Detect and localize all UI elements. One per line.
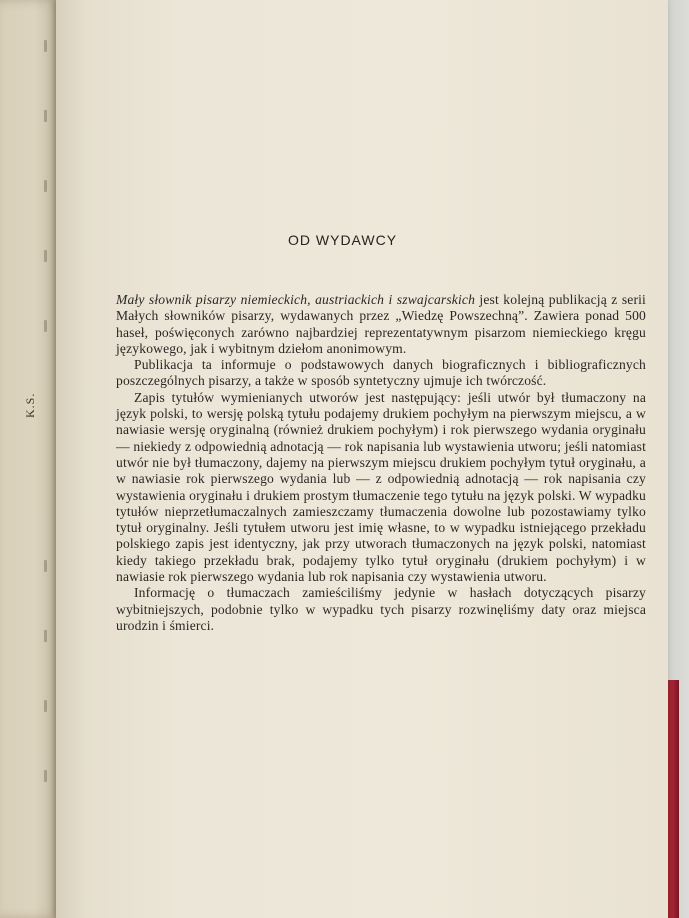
page-title: OD WYDAWCY xyxy=(288,232,398,248)
paragraph xyxy=(116,292,646,357)
paragraph-text: Informację o tłumaczach zamieściliśmy jedynie w hasłach dotyczących pisarzy wybitniejszych, podobnie tylko w wypadku tych pisarzy rozwinęliśmy daty oraz miejsca urodzin i śmierci. xyxy=(116,585,646,633)
book-title-italic: Mały słownik pisarzy niemieckich, austriackich i szwajcarskich xyxy=(116,292,476,307)
binding-stitch xyxy=(44,630,47,642)
binding-stitch xyxy=(44,40,47,52)
binding-stitch xyxy=(44,110,47,122)
paragraph-text: Zapis tytułów wymienianych utworów jest następujący: jeśli utwór był tłumaczony na język polski, to wersję polską tytułu podajemy drukiem pochyłym na pierwszym miejscu, a w nawiasie wersję oryginalną (również drukiem pochyłym) i rok pierwszego wydania oryginału — niekiedy z odpowiednią adnotacją — rok napisania lub wystawienia utworu; jeśli natomiast utwór nie był tłumaczony, dajemy na pierwszym miejscu drukiem pochyłym tytuł oryginału, a w nawiasie rok pierwszego wydania lub — z odpowiednią adnotacją — rok napisania czy wystawienia oryginału i drukiem prostym tłumaczenie tego tytułu na język polski. W wypadku tytułów nieprzetłumaczalnych zamieszczamy tłumaczenia dowolne lub pozostawiamy tylko tytuł oryginalny. Jeśli tytułem utworu jest imię własne, to w wypadku istniejącego przekładu polskiego zapis jest identyczny, jak przy utworach tłumaczonych na język polski, natomiast kiedy takiego przekładu brak, podajemy tylko tytuł oryginału (drukiem pochyłym) i w nawiasie rok pierwszego wydania lub rok napisania czy wystawienia utworu. xyxy=(116,389,646,585)
spine-label: K.S. xyxy=(23,392,37,418)
binding-stitch xyxy=(44,250,47,262)
left-page-gutter xyxy=(0,0,62,918)
binding-stitch xyxy=(44,320,47,332)
paragraph-text: jest kolejną publikacją z serii Małych słowników pisarzy, wydawanych przez „Wiedzę Powszechną”. Zawiera ponad 500 haseł, poświęconych zarówno najbardziej reprezentatywnym pisarzom niemieckiego kręgu językowego, jak i wybitnym dziełom anonimowym. xyxy=(116,292,646,356)
paragraph xyxy=(116,357,646,390)
preface-body xyxy=(116,292,646,634)
paragraph xyxy=(116,585,646,634)
binding-stitch xyxy=(44,180,47,192)
binding-stitch xyxy=(44,770,47,782)
binding-stitch xyxy=(44,700,47,712)
paragraph-text: Publikacja ta informuje o podstawowych danych biograficznych i bibliograficznych poszczególnych pisarzy, a także w sposób syntetyczny ujmuje ich twórczość. xyxy=(116,357,646,389)
paragraph xyxy=(116,390,646,586)
binding-stitch xyxy=(44,560,47,572)
